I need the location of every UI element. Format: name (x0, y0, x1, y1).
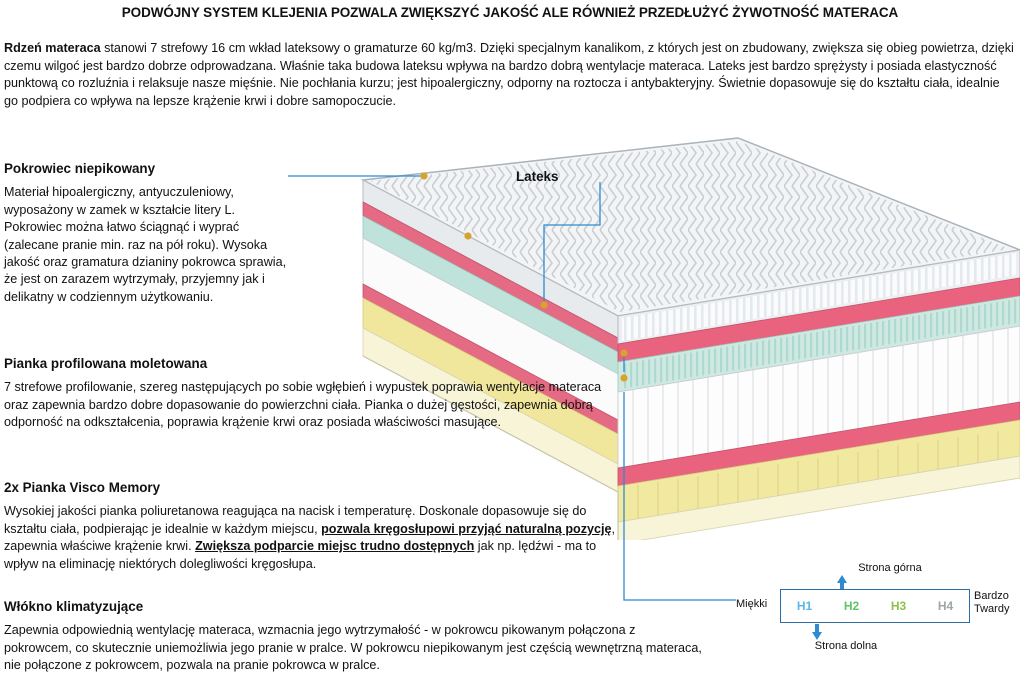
hardness-cell-h1: H1 (796, 599, 813, 613)
intro-lead: Rdzeń materaca (4, 41, 101, 55)
scale-left-label: Miękki (736, 598, 768, 610)
scale-top-label: Strona górna (858, 562, 922, 574)
section-pokrowiec-title: Pokrowiec niepikowany (4, 161, 156, 176)
arrow-down-icon (810, 623, 824, 641)
section-pokrowiec (4, 160, 292, 306)
scale-right-label-line2: Twardy (974, 603, 1010, 615)
section-pianka-title: Pianka profilowana moletowana (4, 356, 208, 371)
section-lateks-title: Lateks (516, 169, 559, 184)
hardness-cell-h2: H2 (843, 599, 860, 613)
hardness-cell-h3: H3 (890, 599, 907, 613)
section-wlokno (4, 598, 704, 675)
visco-bold-b: pozwala kręgosłupowi przyjąć naturalną pozycję (321, 521, 612, 536)
section-visco-title: 2x Pianka Visco Memory (4, 480, 161, 495)
visco-text-c: , zapewnia właściwe krążenie krwi. (4, 521, 616, 554)
intro-text: stanowi 7 strefowy 16 cm wkład lateksowy o gramaturze 60 kg/m3. Dzięki specjalnym kanalikom, z których jest on zbudowany, zwiększa się obieg powietrza, dzięki czemu wilgoć jest bardzo dobrze odprowadzana. Właśnie taka budowa lateksu wpływa na bardzo dobrą wentylacje materaca. Lateks jest bardzo sprężysty i posiada elastyczność punktową co rozluźnia i relaksuje nasze mięśnie. Nie pochłania kurzu; jest hipoalergiczny, odporny na roztocza i antybakteryjny. Świetnie dopasowuje się do kształtu ciała, idealnie go podpiera co wpływa na lepsze krążenie krwi i dobre samopoczucie. (4, 41, 1014, 108)
scale-right-label-line1: Bardzo (974, 590, 1009, 602)
section-wlokno-title: Włókno klimatyzujące (4, 599, 144, 614)
section-wlokno-text: Zapewnia odpowiednią wentylację materaca, wzmacnia jego wytrzymałość - w pokrowcu pikowanym połączona z pokrowcem, co skutecznie uniemożliwia jego pranie w pralce. W pokrowcu niepikowanym jest częścią wewnętrzną materaca, nie połączone z pokrowcem, pozwala na pranie pokrowca w pralce. (4, 623, 702, 673)
section-lateks (516, 168, 746, 192)
hardness-scale-box (780, 589, 970, 623)
section-visco-text (4, 503, 624, 573)
scale-bottom-label: Strona dolna (814, 640, 878, 652)
hardness-scale (736, 562, 1016, 667)
section-pokrowiec-text: Materiał hipoalergiczny, antyuczuleniowy, wyposażony w zamek w kształcie litery L. Pokrowiec można łatwo ściągnąć i wyprać (zalecane pranie min. raz na pół roku). Wysoka jakość oraz gramatura dzianiny pokrowca sprawia, że jest on zarazem wytrzymały, przyjemny jak i delikatny w codziennym użytkowaniu. (4, 185, 287, 304)
visco-bold-d: Zwiększa podparcie miejsc trudno dostępnych (195, 539, 475, 554)
visco-text-a: Wysokiej jakości pianka poliuretanowa reagująca na nacisk i temperaturę. Doskonale dopasowuje się do kształtu ciała, podpierając je idealnie w każdym miejscu, (4, 504, 587, 536)
intro-paragraph (4, 40, 1016, 110)
scale-right-label (974, 590, 1009, 616)
hardness-cell-h4: H4 (937, 599, 954, 613)
section-visco (4, 479, 624, 573)
visco-text-e: jak np. lędźwi - ma to wpływ na eliminację niektórych dolegliwości kręgosłupa. (4, 539, 597, 571)
page-headline: PODWÓJNY SYSTEM KLEJENIA POZWALA ZWIĘKSZYĆ JAKOŚĆ ALE RÓWNIEŻ PRZEDŁUŻYĆ ŻYWOTNOŚĆ MATERACA (121, 5, 899, 20)
section-pianka-text: 7 strefowe profilowanie, szereg następujących po sobie wgłębień i wypustek poprawia wentylacje materaca oraz zapewnia bardzo dobre dopasowanie do powierzchni ciała. Pianka o dużej gęstości, zapewnia dobrą odporność na odkształcenia, poprawia krążenie krwi oraz posiada właściwości masujące. (4, 380, 602, 430)
section-pianka (4, 355, 624, 432)
